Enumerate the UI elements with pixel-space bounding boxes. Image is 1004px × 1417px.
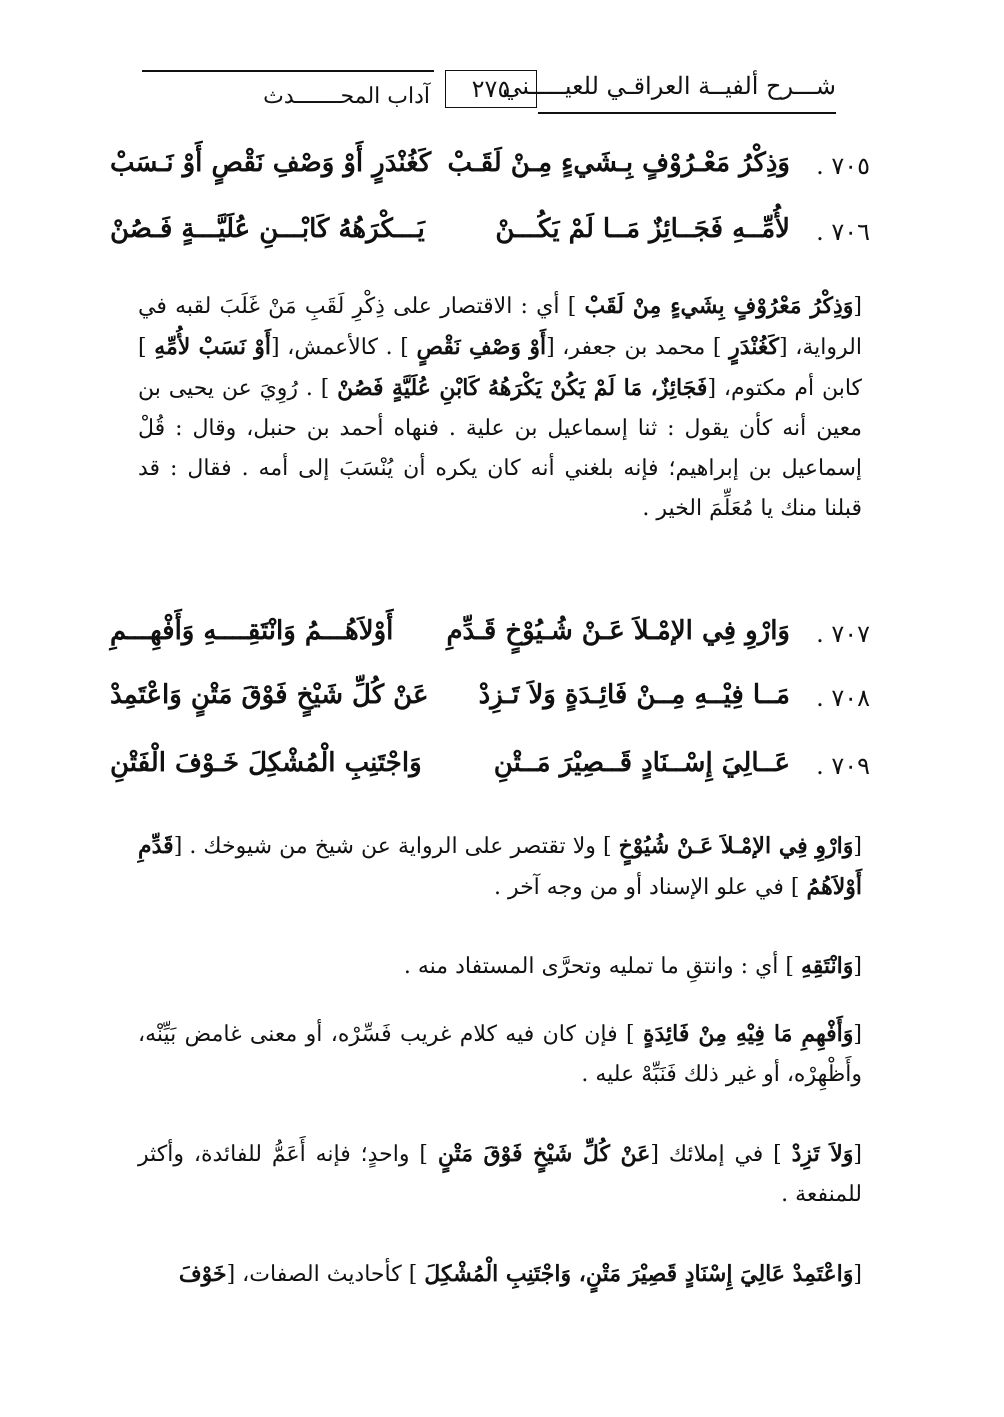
quoted-verse: كَغُنْدَرٍ xyxy=(729,334,780,360)
quoted-verse: عَنْ كُلِّ شَيْخٍ فَوْقَ مَتْنٍ xyxy=(437,1141,651,1167)
quoted-verse: قَدِّمِ أَوْلاَهُمُ xyxy=(138,833,862,900)
quoted-verse: أَوْ وَصْفِ نَقْصٍ xyxy=(416,334,547,360)
commentary-text: ] . رُوِيَ عن يحيى بن معين أنه كأن يقول : ثنا إسماعيل بن علية . فنهاه أحمد بن حنبل، وقال : قُلْ إسماعيل بن إبراهيم؛ فإنه بلغني أنه كان يكره أن يُنْسَبَ إلى أمه . فقال : قد قبلنا منك يا مُعَلِّمَ الخير . xyxy=(138,376,862,521)
quoted-verse: وَلاَ تَزِدْ xyxy=(791,1141,854,1167)
commentary-text: ] ولا تقتصر على الرواية عن شيخ من شيوخك . xyxy=(182,834,619,859)
verse-number: ٧٠٩ . xyxy=(816,752,870,780)
commentary-paragraph: [وَانْتَقِهِ ] أي : وانتقِ ما تمليه وتحرَّى المستفاد منه . xyxy=(403,953,862,979)
verse-second-hemistich: كَغُنْدَرٍ أَوْ وَصْفِ نَقْصٍ أَوْ نَـسَبْ xyxy=(110,148,432,178)
verse-line xyxy=(110,680,870,724)
header-rule-bottom xyxy=(538,112,836,114)
verse-number: ٧٠٨ . xyxy=(816,684,870,712)
commentary-text: ] أي : وانتقِ ما تمليه وتحرَّى المستفاد منه . xyxy=(403,954,801,979)
commentary-text: ] كأحاديث الصفات، xyxy=(235,1262,425,1287)
verse-first-hemistich: مَــا فِيْــهِ مِــنْ فَائِـدَةٍ وَلاَ تَـزِدْ xyxy=(478,680,790,710)
verse-first-hemistich: وَذِكْرُ مَعْـرُوْفٍ بِـشَيءٍ مِـنْ لَقَـبْ xyxy=(447,148,790,178)
verse-first-hemistich: وَارْوِ فِي الإمْـلاَ عَـنْ شُـيُوْخٍ قَـدِّمِ xyxy=(446,616,790,646)
verse-second-hemistich: يَـــكْرَهُهُ كَابْـــنِ عُلَيَّـــةٍ فَـصُنْ xyxy=(110,214,425,244)
commentary-text: ] فإن كان فيه كلام غريب فَسِّرْه، أو معنى غامض بَيِّنْه، وأَظْهِرْه، أو غير ذلك فَنَبِّهْ عليه . xyxy=(138,1022,862,1087)
commentary-paragraph: [وَارْوِ فِي الإمْـلاَ عَـنْ شُيُوْخٍ ] ولا تقتصر على الرواية عن شيخ من شيوخك . [قَدِّمِ أَوْلاَهُمُ ] في علو الإسناد أو من وجه آخر . xyxy=(138,833,862,900)
quoted-verse: وَاعْتَمِدْ عَالِيَ إِسْنَادٍ قَصِيْرَ مَتْنٍ، وَاجْتَنِبِ الْمُشْكِلَ xyxy=(424,1261,854,1287)
verse-first-hemistich: عَــالِيَ إِسْــنَادٍ قَــصِيْرَ مَــتْنِ xyxy=(493,748,790,778)
quoted-verse: وَأَفْهِمِ مَا فِيْهِ مِنْ فَائِدَةٍ xyxy=(642,1021,854,1047)
verse-second-hemistich: وَاجْتَنِبِ الْمُشْكِلَ خَـوْفَ الْفَتْنِ xyxy=(110,748,422,778)
quoted-verse: أَوْ نَسَبْ لأُمِّهِ xyxy=(154,334,272,360)
quoted-verse: فَجَائِزٌ، مَا لَمْ يَكُنْ يَكْرَهُهُ كَابْنِ عُلَيَّةٍ فَصُنْ xyxy=(337,375,708,401)
running-section-title: آداب المحـــــــدث xyxy=(263,84,430,109)
verse-line xyxy=(110,214,870,258)
commentary-text: ] في علو الإسناد أو من وجه آخر . xyxy=(493,875,807,900)
commentary-text: ] . كالأعمش، xyxy=(279,335,417,360)
commentary-text: ] واحدٍ؛ فإنه أَعَمُّ للفائدة، وأكثر للمنفعة . xyxy=(138,1142,862,1207)
verse-line xyxy=(110,148,870,192)
verse-line xyxy=(110,616,870,660)
commentary-text: ] في إملائك xyxy=(659,1142,792,1167)
commentary-paragraph: [وَذِكْرُ مَعْرُوْفٍ بِشَيءٍ مِنْ لَقَبْ ] أي : الاقتصار على ذِكْرِ لَقَبِ مَنْ غَلَبَ لقبه في الرواية، [كَغُنْدَرٍ ] محمد بن جعفر، [أَوْ وَصْفِ نَقْصٍ ] . كالأعمش، [أَوْ نَسَبْ لأُمِّهِ ] كابن أم مكتوم، [فَجَائِزٌ، مَا لَمْ يَكُنْ يَكْرَهُهُ كَابْنِ عُلَيَّةٍ فَصُنْ ] . رُوِيَ عن يحيى بن معين أنه كأن يقول : ثنا إسماعيل بن علية . فنهاه أحمد بن حنبل، وقال : قُلْ إسماعيل بن إبراهيم؛ فإنه بلغني أنه كان يكره أن يُنْسَبَ إلى أمه . فقال : قد قبلنا منك يا مُعَلِّمَ الخير . xyxy=(138,293,863,521)
verse-number: ٧٠٧ . xyxy=(816,620,870,648)
quoted-verse: وَانْتَقِهِ xyxy=(800,953,854,979)
header-rule-top xyxy=(142,70,434,72)
running-book-title: شـــرح ألفيــة العراقـي للعيـــــني xyxy=(502,72,836,100)
commentary-paragraph: [وَاعْتَمِدْ عَالِيَ إِسْنَادٍ قَصِيْرَ مَتْنٍ، وَاجْتَنِبِ الْمُشْكِلَ ] كأحاديث الصفات، [خَوْفَ xyxy=(178,1261,862,1287)
verse-number: ٧٠٥ . xyxy=(816,152,870,180)
verse-number: ٧٠٦ . xyxy=(816,218,870,246)
commentary-paragraph: [وَلاَ تَزِدْ ] في إملائك [عَنْ كُلِّ شَيْخٍ فَوْقَ مَتْنٍ ] واحدٍ؛ فإنه أَعَمُّ للفائدة، وأكثر للمنفعة . xyxy=(138,1141,863,1207)
quoted-verse: وَارْوِ فِي الإمْـلاَ عَـنْ شُيُوْخٍ xyxy=(618,833,854,859)
verse-second-hemistich: أَوْلاَهُـــمُ وَانْتَقِــــهِ وَأَفْهِـــمِ xyxy=(110,616,394,646)
verse-second-hemistich: عَنْ كُلِّ شَيْخٍ فَوْقَ مَتْنٍ وَاعْتَمِدْ xyxy=(110,680,429,710)
commentary-text: ] محمد بن جعفر، xyxy=(554,335,730,360)
commentary-text: ] أي : الاقتصار على ذِكْرِ لَقَبِ مَنْ غَلَبَ لقبه في الرواية، xyxy=(138,294,862,360)
commentary-paragraph: [وَأَفْهِمِ مَا فِيْهِ مِنْ فَائِدَةٍ ] فإن كان فيه كلام غريب فَسِّرْه، أو معنى غامض بَيِّنْه، وأَظْهِرْه، أو غير ذلك فَنَبِّهْ عليه . xyxy=(138,1021,863,1087)
quoted-verse: خَوْفَ xyxy=(178,1261,227,1287)
commentary-text: ] كابن أم مكتوم، xyxy=(138,335,863,401)
verse-line xyxy=(110,748,870,792)
verse-first-hemistich: لأُمِّــهِ فَجَــائِزٌ مَــا لَمْ يَكُـــنْ xyxy=(495,214,790,244)
page-number: ٢٧٥ xyxy=(445,70,537,108)
quoted-verse: وَذِكْرُ مَعْرُوْفٍ بِشَيءٍ مِنْ لَقَبْ xyxy=(584,293,854,319)
